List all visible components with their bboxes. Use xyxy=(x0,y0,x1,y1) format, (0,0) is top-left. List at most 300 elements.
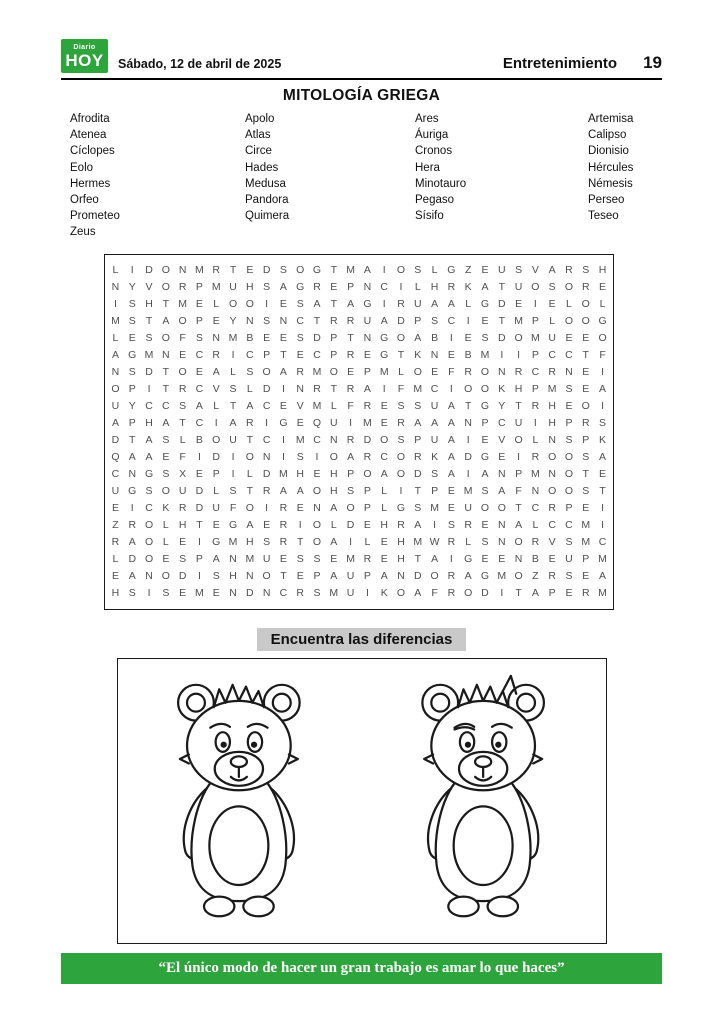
grid-letter: M xyxy=(329,587,339,599)
grid-letter: D xyxy=(246,587,254,599)
grid-letter: S xyxy=(515,264,523,276)
grid-letter: E xyxy=(279,298,287,310)
grid-letter: R xyxy=(447,570,456,582)
grid-letter: Q xyxy=(312,417,322,429)
grid-letter: S xyxy=(397,400,405,412)
grid-letter: N xyxy=(145,570,153,582)
grid-letter: I xyxy=(382,383,386,395)
grid-letter: G xyxy=(480,298,490,310)
grid-letter: V xyxy=(296,400,304,412)
page-number: 19 xyxy=(643,53,662,72)
grid-letter: S xyxy=(548,281,556,293)
grid-letter: O xyxy=(564,451,574,463)
grid-letter: P xyxy=(531,349,539,361)
grid-letter: O xyxy=(514,332,523,344)
grid-letter: R xyxy=(447,587,456,599)
grid-letter: E xyxy=(179,536,187,548)
page-header xyxy=(61,39,662,80)
grid-letter: O xyxy=(228,298,238,310)
grid-letter: R xyxy=(313,281,321,293)
grid-letter: C xyxy=(195,383,204,395)
grid-row xyxy=(105,381,613,398)
grid-letter: T xyxy=(313,315,321,327)
grid-letter: K xyxy=(498,383,506,395)
grid-letter: M xyxy=(228,332,238,344)
grid-letter: N xyxy=(313,502,321,514)
grid-letter: E xyxy=(481,315,489,327)
grid-letter: D xyxy=(262,468,271,480)
grid-letter: I xyxy=(130,502,134,514)
grid-letter: R xyxy=(581,281,590,293)
grid-letter: M xyxy=(480,349,490,361)
grid-letter: Y xyxy=(498,400,506,412)
grid-letter: S xyxy=(162,434,170,446)
grid-letter: A xyxy=(548,264,556,276)
grid-letter: I xyxy=(500,349,504,361)
grid-letter: M xyxy=(379,366,389,378)
grid-letter: I xyxy=(517,451,521,463)
grid-letter: I xyxy=(349,417,353,429)
grid-letter: G xyxy=(296,281,305,293)
grid-letter: E xyxy=(195,468,203,480)
grid-letter: D xyxy=(262,264,271,276)
grid-letter: M xyxy=(211,281,221,293)
grid-letter: C xyxy=(548,349,556,361)
grid-letter: E xyxy=(515,298,523,310)
grid-letter: C xyxy=(195,417,204,429)
grid-letter: I xyxy=(449,332,453,344)
grid-letter: G xyxy=(380,332,389,344)
grid-letter: A xyxy=(599,570,607,582)
grid-letter: L xyxy=(414,281,421,293)
grid-letter: C xyxy=(598,536,607,548)
word-list-item: Dionisio xyxy=(588,145,629,158)
grid-letter: A xyxy=(347,451,355,463)
grid-letter: S xyxy=(447,519,455,531)
grid-letter: N xyxy=(464,417,472,429)
grid-letter: P xyxy=(565,417,573,429)
grid-letter: P xyxy=(313,570,321,582)
grid-letter: T xyxy=(582,468,589,480)
grid-letter: G xyxy=(144,468,154,480)
grid-letter: T xyxy=(498,281,505,293)
grid-letter: C xyxy=(296,315,304,327)
grid-letter: S xyxy=(296,451,304,463)
grid-letter: O xyxy=(581,298,590,310)
grid-letter: H xyxy=(246,536,254,548)
grid-letter: L xyxy=(381,502,388,514)
grid-letter: E xyxy=(212,519,220,531)
grid-letter: O xyxy=(581,315,590,327)
grid-letter: R xyxy=(397,519,405,531)
grid-letter: I xyxy=(349,536,353,548)
grid-letter: L xyxy=(112,332,119,344)
grid-letter: D xyxy=(497,332,506,344)
grid-letter: R xyxy=(548,570,556,582)
grid-letter: T xyxy=(246,434,254,446)
grid-letter: R xyxy=(279,519,288,531)
grid-letter: I xyxy=(382,298,386,310)
grid-letter: R xyxy=(178,383,187,395)
grid-letter: I xyxy=(113,298,117,310)
grid-letter: O xyxy=(497,502,506,514)
grid-letter: T xyxy=(515,587,522,599)
grid-letter: E xyxy=(279,400,287,412)
word-list-item: Hermes xyxy=(70,177,111,190)
grid-letter: S xyxy=(128,587,136,599)
differences-panel xyxy=(117,658,607,944)
grid-letter: I xyxy=(382,264,386,276)
word-list-item: Hera xyxy=(415,161,440,174)
grid-letter: T xyxy=(330,298,338,310)
word-list-item: Sísifo xyxy=(415,210,444,223)
bears-illustration xyxy=(118,659,606,943)
grid-letter: E xyxy=(447,349,455,361)
grid-letter: N xyxy=(111,366,120,378)
grid-letter: A xyxy=(414,332,422,344)
grid-letter: R xyxy=(514,366,523,378)
grid-row xyxy=(105,568,613,585)
grid-letter: H xyxy=(145,298,153,310)
grid-letter: C xyxy=(145,502,153,514)
grid-letter: I xyxy=(466,315,470,327)
grid-letter: Y xyxy=(229,315,237,327)
grid-letter: M xyxy=(497,570,507,582)
grid-letter: L xyxy=(566,298,572,310)
grid-letter: A xyxy=(145,434,153,446)
grid-letter: O xyxy=(396,451,406,463)
grid-letter: S xyxy=(162,587,170,599)
grid-letter: A xyxy=(447,468,455,480)
word-list-item: Atlas xyxy=(245,129,271,142)
grid-letter: U xyxy=(262,553,271,565)
grid-letter: G xyxy=(128,485,137,497)
grid-letter: S xyxy=(145,332,153,344)
grid-letter: A xyxy=(111,349,119,361)
grid-letter: L xyxy=(213,298,220,310)
grid-letter: D xyxy=(397,315,405,327)
grid-letter: U xyxy=(565,553,573,565)
grid-letter: A xyxy=(363,383,371,395)
word-list-item: Pandora xyxy=(245,194,289,207)
grid-letter: D xyxy=(413,570,422,582)
grid-letter: T xyxy=(414,485,421,497)
grid-letter: E xyxy=(481,553,489,565)
grid-letter: B xyxy=(531,553,539,565)
grid-letter: G xyxy=(480,570,490,582)
grid-letter: E xyxy=(447,502,455,514)
word-list-item: Cronos xyxy=(415,145,453,158)
grid-letter: I xyxy=(147,383,151,395)
grid-letter: A xyxy=(464,570,472,582)
word-list-item: Perseo xyxy=(588,194,625,207)
grid-letter: N xyxy=(548,434,556,446)
grid-letter: R xyxy=(397,417,405,429)
grid-letter: T xyxy=(515,502,522,514)
grid-letter: U xyxy=(430,400,439,412)
grid-letter: I xyxy=(265,298,269,310)
grid-letter: P xyxy=(531,383,539,395)
grid-letter: R xyxy=(279,536,288,548)
word-list-item: Afrodita xyxy=(70,113,110,125)
grid-letter: U xyxy=(514,417,523,429)
grid-letter: T xyxy=(397,349,405,361)
grid-letter: O xyxy=(161,570,170,582)
grid-letter: N xyxy=(229,553,237,565)
grid-letter: N xyxy=(330,434,338,446)
grid-letter: S xyxy=(431,468,439,480)
grid-letter: T xyxy=(464,400,472,412)
grid-letter: S xyxy=(263,536,271,548)
word-list-item: Prometeo xyxy=(70,210,120,223)
grid-letter: H xyxy=(178,519,187,531)
grid-letter: E xyxy=(548,553,556,565)
word-list-item: Teseo xyxy=(588,210,619,223)
grid-letter: U xyxy=(497,264,506,276)
grid-letter: O xyxy=(312,485,322,497)
grid-letter: Z xyxy=(464,264,472,276)
grid-letter: R xyxy=(262,485,271,497)
grid-letter: A xyxy=(330,536,338,548)
grid-letter: C xyxy=(447,315,456,327)
grid-letter: I xyxy=(399,281,403,293)
grid-letter: F xyxy=(431,587,438,599)
grid-letter: A xyxy=(128,570,136,582)
grid-letter: L xyxy=(465,298,472,310)
grid-letter: R xyxy=(464,366,472,378)
grid-letter: T xyxy=(229,264,237,276)
word-list-item: Cíclopes xyxy=(70,145,115,158)
grid-letter: E xyxy=(313,468,321,480)
grid-letter: L xyxy=(381,485,388,497)
grid-letter: R xyxy=(363,451,372,463)
grid-letter: S xyxy=(162,468,170,480)
grid-letter: I xyxy=(197,451,201,463)
grid-letter: M xyxy=(195,587,204,599)
grid-row xyxy=(105,517,613,534)
grid-letter: H xyxy=(397,536,405,548)
grid-letter: E xyxy=(498,553,506,565)
grid-letter: I xyxy=(315,451,319,463)
grid-letter: A xyxy=(481,468,489,480)
grid-row xyxy=(105,330,613,347)
grid-letter: E xyxy=(582,332,590,344)
grid-letter: I xyxy=(601,400,605,412)
grid-letter: F xyxy=(515,485,522,497)
grid-letter: N xyxy=(531,485,540,497)
grid-letter: O xyxy=(480,502,490,514)
grid-letter: R xyxy=(447,536,456,548)
grid-letter: S xyxy=(145,485,153,497)
grid-letter: U xyxy=(346,587,355,599)
grid-letter: B xyxy=(195,434,203,446)
grid-letter: R xyxy=(330,315,338,327)
grid-letter: M xyxy=(245,553,255,565)
wordsearch-word-list xyxy=(70,111,662,241)
grid-letter: E xyxy=(582,570,590,582)
grid-letter: E xyxy=(565,400,573,412)
grid-letter: G xyxy=(228,519,238,531)
grid-letter: N xyxy=(178,264,187,276)
grid-letter: E xyxy=(263,519,271,531)
grid-letter: A xyxy=(246,400,254,412)
word-list-item: Eolo xyxy=(70,161,94,174)
grid-letter: F xyxy=(229,502,237,514)
grid-letter: A xyxy=(515,519,523,531)
word-list-item: Atenea xyxy=(70,129,107,142)
grid-letter: A xyxy=(212,366,220,378)
grid-letter: M xyxy=(547,383,557,395)
grid-letter: M xyxy=(228,536,238,548)
word-list-item: Artemisa xyxy=(588,113,634,125)
grid-letter: T xyxy=(414,553,421,565)
grid-letter: S xyxy=(279,264,287,276)
grid-letter: O xyxy=(396,332,406,344)
grid-letter: K xyxy=(464,281,472,293)
grid-letter: K xyxy=(380,587,388,599)
grid-letter: G xyxy=(212,536,221,548)
grid-letter: M xyxy=(463,485,473,497)
grid-letter: P xyxy=(128,383,136,395)
grid-letter: S xyxy=(179,400,187,412)
grid-letter: S xyxy=(296,298,304,310)
grid-letter: P xyxy=(347,468,355,480)
grid-letter: C xyxy=(565,519,573,531)
grid-letter: M xyxy=(530,332,540,344)
grid-letter: L xyxy=(599,298,606,310)
grid-letter: L xyxy=(398,366,404,378)
word-list-column-4 xyxy=(588,111,662,241)
grid-letter: L xyxy=(532,434,539,446)
grid-letter: S xyxy=(263,281,271,293)
grid-letter: F xyxy=(448,366,455,378)
quote-bar: “El único modo de hacer un gran trabajo es amar lo que haces” xyxy=(61,953,662,984)
grid-letter: I xyxy=(517,349,521,361)
grid-letter: T xyxy=(330,383,338,395)
grid-letter: E xyxy=(380,536,388,548)
grid-letter: E xyxy=(263,332,271,344)
grid-letter: O xyxy=(548,451,557,463)
grid-letter: T xyxy=(330,264,338,276)
word-list-item: Orfeo xyxy=(70,194,99,207)
grid-letter: M xyxy=(111,315,120,327)
grid-letter: O xyxy=(329,366,338,378)
grid-letter: G xyxy=(464,553,473,565)
grid-letter: G xyxy=(312,264,322,276)
grid-letter: C xyxy=(313,434,321,446)
grid-letter: P xyxy=(363,485,371,497)
grid-letter: N xyxy=(262,451,271,463)
grid-letter: C xyxy=(145,400,153,412)
grid-letter: T xyxy=(145,315,153,327)
grid-letter: L xyxy=(330,519,337,531)
grid-letter: N xyxy=(497,468,506,480)
grid-letter: O xyxy=(245,502,254,514)
grid-row xyxy=(105,313,613,330)
grid-letter: I xyxy=(500,587,504,599)
grid-letter: E xyxy=(481,264,489,276)
grid-letter: G xyxy=(279,417,288,429)
grid-letter: O xyxy=(564,468,574,480)
grid-letter: A xyxy=(347,298,355,310)
grid-letter: K xyxy=(414,349,422,361)
grid-letter: G xyxy=(363,298,372,310)
grid-letter: H xyxy=(145,417,153,429)
grid-letter: G xyxy=(396,502,406,514)
grid-letter: P xyxy=(195,315,203,327)
grid-letter: C xyxy=(497,417,506,429)
grid-letter: U xyxy=(430,434,439,446)
grid-letter: S xyxy=(431,315,439,327)
grid-row xyxy=(105,347,613,364)
grid-letter: D xyxy=(413,468,422,480)
grid-letter: P xyxy=(431,485,439,497)
grid-letter: S xyxy=(347,485,355,497)
grid-letter: N xyxy=(229,587,237,599)
grid-letter: L xyxy=(549,315,556,327)
grid-letter: Y xyxy=(128,400,136,412)
grid-letter: M xyxy=(413,383,423,395)
grid-letter: C xyxy=(262,434,271,446)
grid-letter: X xyxy=(179,468,187,480)
grid-row xyxy=(105,534,613,551)
grid-letter: O xyxy=(480,383,490,395)
grid-letter: D xyxy=(346,519,355,531)
grid-letter: N xyxy=(497,366,506,378)
grid-letter: R xyxy=(212,264,221,276)
grid-letter: U xyxy=(464,502,472,514)
grid-letter: I xyxy=(399,485,403,497)
grid-letter: O xyxy=(413,366,422,378)
grid-letter: P xyxy=(263,349,271,361)
grid-letter: I xyxy=(281,434,285,446)
grid-letter: M xyxy=(598,587,607,599)
grid-letter: I xyxy=(265,417,269,429)
grid-letter: A xyxy=(447,298,455,310)
grid-letter: P xyxy=(212,468,220,480)
grid-letter: I xyxy=(214,417,218,429)
grid-letter: U xyxy=(111,485,120,497)
grid-letter: N xyxy=(212,332,221,344)
grid-letter: R xyxy=(363,553,372,565)
grid-letter: E xyxy=(380,553,388,565)
grid-letter: O xyxy=(312,519,322,531)
grid-letter: E xyxy=(296,502,304,514)
grid-letter: O xyxy=(514,434,523,446)
grid-letter: E xyxy=(431,366,439,378)
grid-letter: S xyxy=(414,502,422,514)
grid-letter: A xyxy=(380,570,388,582)
grid-letter: N xyxy=(162,349,170,361)
grid-letter: D xyxy=(195,502,204,514)
grid-letter: S xyxy=(582,451,590,463)
grid-letter: B xyxy=(464,349,472,361)
grid-letter: E xyxy=(582,502,590,514)
grid-letter: H xyxy=(548,400,556,412)
word-list-item: Pegaso xyxy=(415,194,455,207)
grid-letter: P xyxy=(414,315,422,327)
grid-letter: D xyxy=(262,383,271,395)
grid-letter: S xyxy=(481,332,489,344)
grid-letter: O xyxy=(245,298,254,310)
grid-letter: O xyxy=(396,264,406,276)
grid-letter: S xyxy=(195,332,203,344)
grid-letter: R xyxy=(346,315,355,327)
word-list-item: Calipso xyxy=(588,129,627,142)
grid-letter: A xyxy=(128,536,136,548)
grid-letter: I xyxy=(433,519,437,531)
grid-letter: E xyxy=(212,315,220,327)
